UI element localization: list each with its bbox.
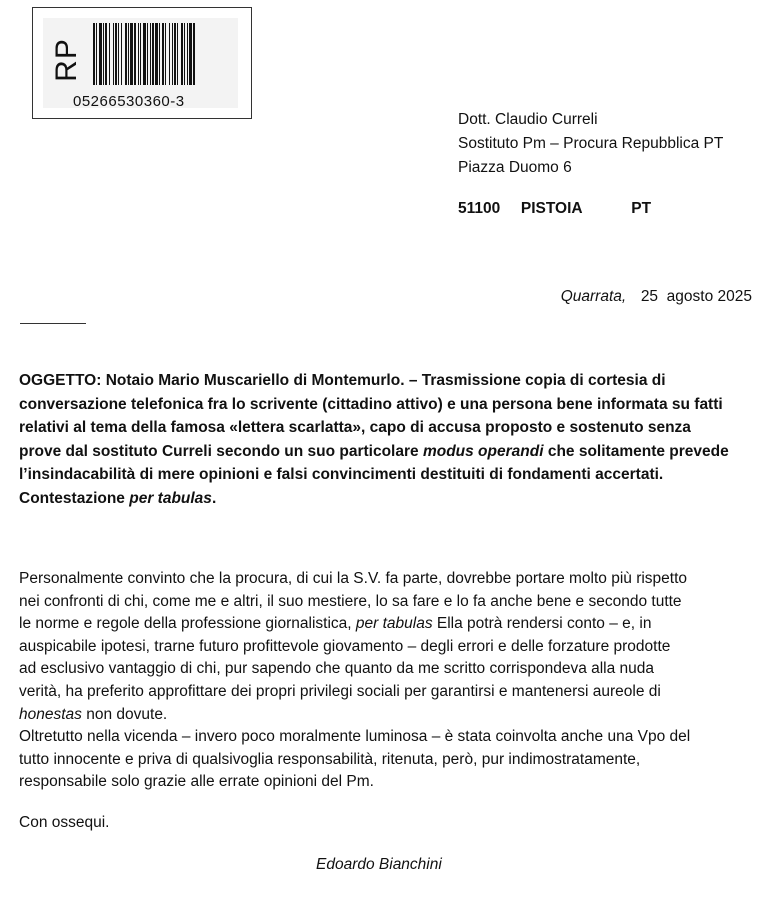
- closing: Con ossequi.: [19, 814, 110, 831]
- date-place: Quarrata,: [560, 288, 627, 305]
- letter-subject: [19, 369, 749, 510]
- barcode-number: 05266530360-3: [73, 93, 185, 110]
- recipient-postcode: 51100: [458, 200, 501, 217]
- body-text: non dovute.: [81, 705, 168, 723]
- body-line: [19, 704, 759, 727]
- body-text: le norme e regole della professione giornalistica,: [19, 615, 356, 633]
- barcode-icon: [93, 23, 233, 85]
- body-line: nei confronti di chi, come me e altri, il suo mestiere, lo sa fare e lo fa anche bene e secondo tutte: [19, 592, 682, 610]
- subject-text: prove dal sostituto Curreli secondo un suo particolare: [19, 442, 423, 460]
- recipient-province: PT: [631, 200, 652, 217]
- body-italic: honestas: [19, 705, 82, 723]
- subject-text: Contestazione: [19, 489, 130, 507]
- subject-line: conversazione telefonica fra lo scrivente (cittadino attivo) e una persona bene informata su fatti: [19, 395, 723, 413]
- subject-italic: modus operandi: [422, 442, 544, 460]
- date-value: 25 agosto 2025: [640, 288, 752, 305]
- body-line: Oltretutto nella vicenda – invero poco moralmente luminosa – è stata coinvolta anche una Vpo del: [19, 728, 691, 746]
- signature: Edoardo Bianchini: [316, 856, 442, 873]
- recipient-street: Piazza Duomo 6: [458, 159, 572, 176]
- subject-line: OGGETTO: Notaio Mario Muscariello di Montemurlo. – Trasmissione copia di cortesia di: [19, 372, 666, 389]
- recipient-role: Sostituto Pm – Procura Repubblica PT: [458, 135, 724, 152]
- recipient-name: Dott. Claudio Curreli: [458, 111, 598, 128]
- recipient-address: [458, 108, 723, 180]
- subject-italic: per tabulas: [129, 489, 212, 507]
- subject-line: l’insindacabilità di mere opinioni e falsi convincimenti destituiti di fondamenti accertati.: [19, 466, 664, 483]
- subject-text: .: [211, 489, 217, 507]
- body-line: ad esclusivo vantaggio di chi, pur sapendo che quanto da me scritto corrispondeva alla nuda: [19, 660, 655, 678]
- subject-line: relativi al tema della famosa «lettera scarlatta», capo di accusa proposto e sostenuto senza: [19, 419, 691, 436]
- body-line: responsabile solo grazie alle errate opinioni del Pm.: [19, 773, 374, 791]
- body-text: Ella potrà rendersi conto – e, in: [432, 615, 652, 633]
- subject-line: [19, 487, 749, 511]
- subject-line: [19, 440, 749, 464]
- label-prefix: RP: [50, 38, 83, 82]
- body-line: verità, ha preferito approfittare dei propri privilegi sociali per garantirsi e mantenersi aureole di: [19, 682, 661, 700]
- body-line: Personalmente convinto che la procura, di cui la S.V. fa parte, dovrebbe portare molto più rispetto: [19, 570, 688, 587]
- recipient-city-line: [458, 200, 651, 218]
- letter-date: [561, 288, 752, 306]
- body-line: [19, 613, 759, 636]
- divider: [20, 323, 86, 324]
- recipient-city: PISTOIA: [520, 200, 583, 217]
- subject-text: che solitamente prevede: [543, 442, 729, 460]
- body-line: auspicabile ipotesi, trarne futuro profittevole giovamento – degli errori e delle forzature prodotte: [19, 637, 671, 655]
- barcode-label: [32, 7, 252, 119]
- body-line: tutto innocente e priva di qualsivoglia responsabilità, ritenuta, però, pur indimostratamente,: [19, 750, 641, 768]
- barcode-label-inner: [43, 18, 238, 108]
- body-italic: per tabulas: [355, 615, 433, 633]
- letter-body: [19, 568, 759, 794]
